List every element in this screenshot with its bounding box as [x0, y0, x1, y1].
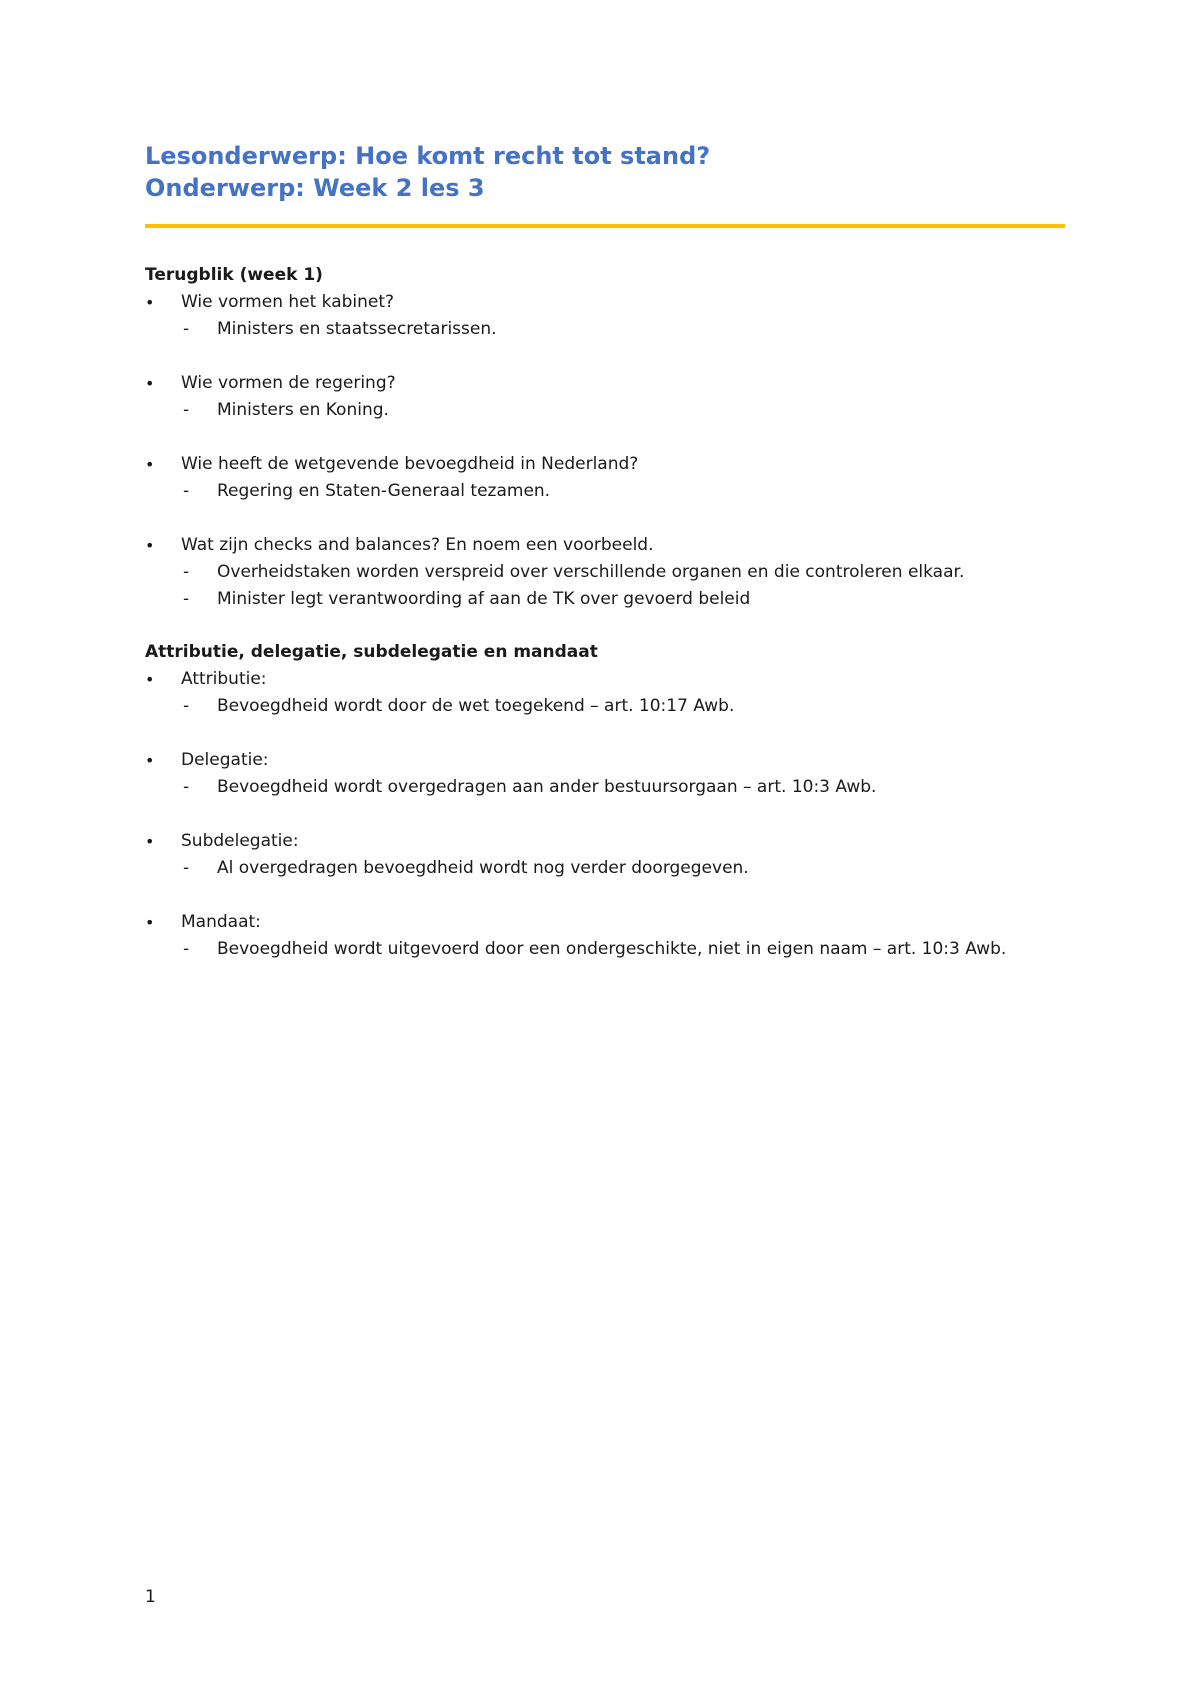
list-item — [145, 909, 1065, 963]
question-text: Wie vormen de regering? — [181, 373, 396, 393]
dash-icon: - — [183, 777, 190, 797]
dash-icon: - — [183, 562, 190, 582]
answer — [145, 586, 1065, 613]
answer-list — [145, 693, 1065, 720]
answer — [145, 774, 1065, 801]
answer-list — [145, 774, 1065, 801]
list-item — [145, 289, 1065, 343]
answer-list — [145, 397, 1065, 424]
list-item — [145, 532, 1065, 613]
answer-text: Bevoegdheid wordt uitgevoerd door een ondergeschikte, niet in eigen naam – art. 10:3 Awb. — [217, 939, 1007, 959]
dash-icon: - — [183, 319, 190, 339]
question — [145, 451, 1065, 478]
bullet-icon: • — [145, 670, 155, 689]
answer-list — [145, 559, 1065, 613]
question — [145, 289, 1065, 316]
question — [145, 666, 1065, 693]
answer-text: Ministers en Koning. — [217, 400, 389, 420]
lesson-title: Lesonderwerp: Hoe komt recht tot stand? — [145, 142, 711, 170]
answer — [145, 693, 1065, 720]
answer-text: Minister legt verantwoording af aan de TK over gevoerd beleid — [217, 589, 751, 609]
document-page — [145, 140, 1065, 963]
answer-list — [145, 936, 1065, 963]
question-text: Mandaat: — [181, 912, 261, 932]
bullet-icon: • — [145, 455, 155, 474]
section-heading: Terugblik (week 1) — [145, 265, 323, 285]
answer — [145, 478, 1065, 505]
answer — [145, 559, 1065, 586]
subject-title: Onderwerp: Week 2 les 3 — [145, 174, 485, 202]
list-item — [145, 747, 1065, 801]
question-text: Wat zijn checks and balances? En noem een voorbeeld. — [181, 535, 654, 555]
bullet-icon: • — [145, 536, 155, 555]
list-item — [145, 828, 1065, 882]
bullet-icon: • — [145, 832, 155, 851]
answer-list — [145, 316, 1065, 343]
answer — [145, 936, 1065, 963]
list-item — [145, 451, 1065, 505]
answer-text: Bevoegdheid wordt overgedragen aan ander bestuursorgaan – art. 10:3 Awb. — [217, 777, 877, 797]
page-number: 1 — [145, 1587, 156, 1607]
answer-text: Al overgedragen bevoegdheid wordt nog verder doorgegeven. — [217, 858, 749, 878]
dash-icon: - — [183, 858, 190, 878]
bullet-icon: • — [145, 751, 155, 770]
question-text: Wie heeft de wetgevende bevoegdheid in Nederland? — [181, 454, 639, 474]
answer-list — [145, 855, 1065, 882]
bullet-icon: • — [145, 913, 155, 932]
answer-text: Bevoegdheid wordt door de wet toegekend – art. 10:17 Awb. — [217, 696, 735, 716]
dash-icon: - — [183, 400, 190, 420]
document-body — [145, 262, 1065, 963]
dash-icon: - — [183, 939, 190, 959]
question — [145, 747, 1065, 774]
dash-icon: - — [183, 481, 190, 501]
bullet-icon: • — [145, 374, 155, 393]
section — [145, 639, 1065, 963]
section — [145, 262, 1065, 613]
dash-icon: - — [183, 696, 190, 716]
list-item — [145, 370, 1065, 424]
question-text: Attributie: — [181, 669, 267, 689]
answer-text: Overheidstaken worden verspreid over verschillende organen en die controleren elkaar. — [217, 562, 965, 582]
header-divider — [145, 224, 1065, 228]
answer — [145, 316, 1065, 343]
question — [145, 828, 1065, 855]
answer-list — [145, 478, 1065, 505]
list-item — [145, 666, 1065, 720]
question — [145, 909, 1065, 936]
question-text: Wie vormen het kabinet? — [181, 292, 395, 312]
answer-text: Ministers en staatssecretarissen. — [217, 319, 497, 339]
section-heading: Attributie, delegatie, subdelegatie en mandaat — [145, 642, 598, 662]
question-text: Subdelegatie: — [181, 831, 299, 851]
question — [145, 532, 1065, 559]
answer — [145, 397, 1065, 424]
question-text: Delegatie: — [181, 750, 269, 770]
dash-icon: - — [183, 589, 190, 609]
question — [145, 370, 1065, 397]
answer — [145, 855, 1065, 882]
bullet-icon: • — [145, 293, 155, 312]
answer-text: Regering en Staten-Generaal tezamen. — [217, 481, 551, 501]
